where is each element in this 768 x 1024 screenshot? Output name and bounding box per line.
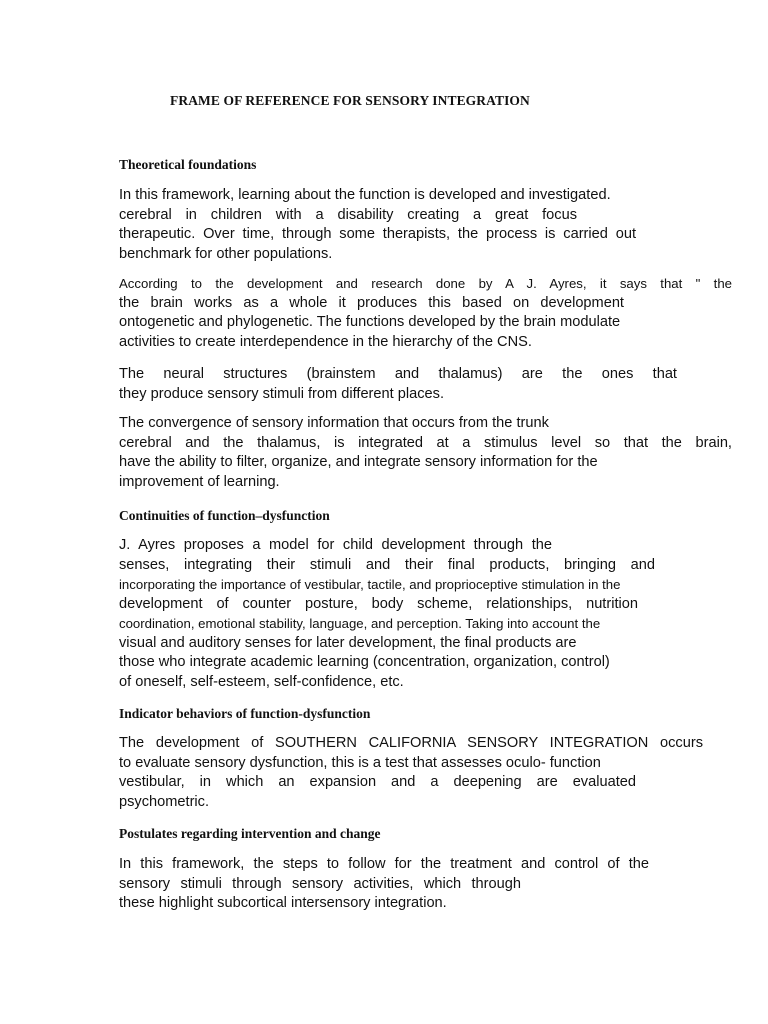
text-line: The neural structures (brainstem and thalamus) are the ones that <box>119 366 677 382</box>
text-line: therapeutic. Over time, through some therapists, the process is carried out <box>119 226 636 242</box>
text-line: The development of SOUTHERN CALIFORNIA SENSORY INTEGRATION occurs <box>119 735 703 751</box>
paragraph <box>119 186 649 264</box>
text-line: incorporating the importance of vestibular, tactile, and proprioceptive stimulation in the <box>119 577 621 592</box>
text-line: to evaluate sensory dysfunction, this is a test that assesses oculo- function <box>119 754 601 771</box>
paragraph <box>119 536 655 692</box>
paragraph <box>119 414 732 492</box>
paragraph <box>119 274 732 352</box>
paragraph <box>119 855 649 914</box>
text-line: The convergence of sensory information that occurs from the trunk <box>119 415 549 431</box>
paragraph <box>119 734 703 812</box>
text-line: senses, integrating their stimuli and their final products, bringing and <box>119 556 655 573</box>
text-line: the brain works as a whole it produces this based on development <box>119 294 624 311</box>
text-line: cerebral in children with a disability creating a great focus <box>119 206 577 223</box>
text-line: In this framework, learning about the function is developed and investigated. <box>119 187 611 203</box>
text-line: In this framework, the steps to follow for the treatment and control of the <box>119 856 649 872</box>
text-line: coordination, emotional stability, language, and perception. Taking into account the <box>119 616 601 631</box>
paragraph <box>119 365 677 404</box>
text-line: those who integrate academic learning (concentration, organization, control) <box>119 654 610 670</box>
text-line: development of counter posture, body scheme, relationships, nutrition <box>119 595 638 612</box>
section-heading: Continuities of function–dysfunction <box>119 508 330 523</box>
text-line: psychometric. <box>119 793 210 810</box>
text-line: sensory stimuli through sensory activities, which through <box>119 875 521 892</box>
section-heading: Indicator behaviors of function-dysfunction <box>119 706 371 721</box>
text-line: ontogenetic and phylogenetic. The functions developed by the brain modulate <box>119 314 621 330</box>
section-heading: Postulates regarding intervention and change <box>119 826 381 841</box>
text-line: benchmark for other populations. <box>119 245 333 262</box>
text-line: have the ability to filter, organize, and integrate sensory information for the <box>119 454 598 470</box>
text-line: of oneself, self-esteem, self-confidence, etc. <box>119 673 404 690</box>
text-line: According to the development and research done by A J. Ayres, it says that " the <box>119 276 732 291</box>
text-line: they produce sensory stimuli from different places. <box>119 385 444 402</box>
text-line: cerebral and the thalamus, is integrated at a stimulus level so that the brain, <box>119 434 732 451</box>
section-heading: Theoretical foundations <box>119 157 257 172</box>
text-line: these highlight subcortical intersensory integration. <box>119 895 447 911</box>
text-line: vestibular, in which an expansion and a deepening are evaluated <box>119 774 636 790</box>
text-line: activities to create interdependence in the hierarchy of the CNS. <box>119 333 532 350</box>
text-line: J. Ayres proposes a model for child development through the <box>119 537 552 553</box>
text-line: improvement of learning. <box>119 473 280 490</box>
text-line: visual and auditory senses for later development, the final products are <box>119 634 577 651</box>
document-title: FRAME OF REFERENCE FOR SENSORY INTEGRATION <box>170 93 530 108</box>
